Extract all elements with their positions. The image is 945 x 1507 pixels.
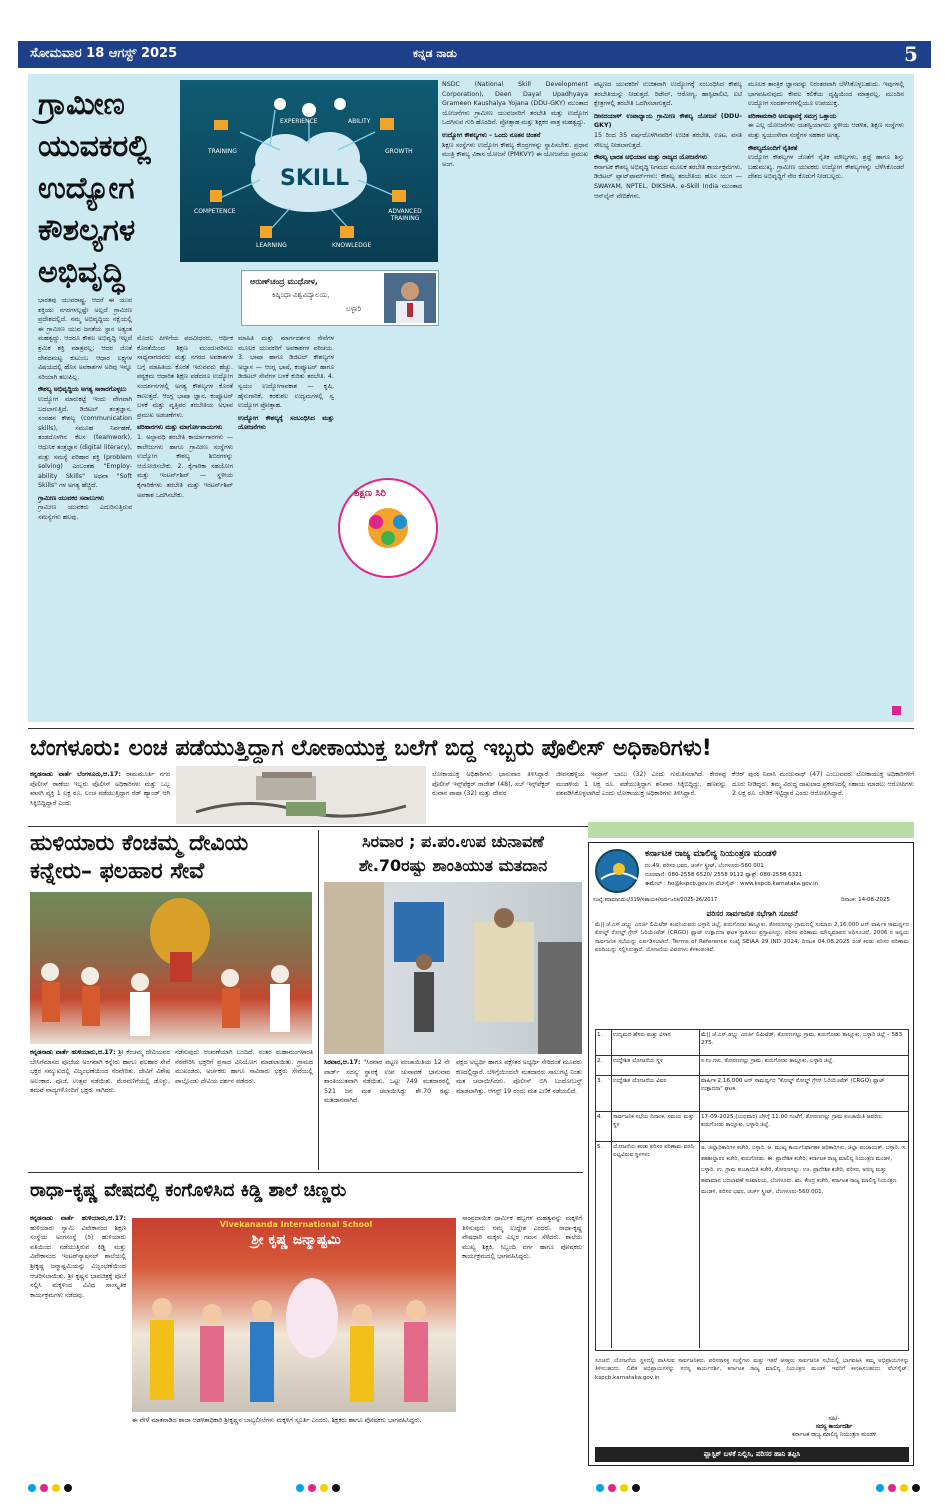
subheading: ಕೌಶಲ್ಯದೊಂದಿಗೆ ನೈತಿಕತೆ: [748, 144, 798, 152]
notice-table: [595, 1029, 909, 1351]
huliyaru-col2: ನಡೆಸುವುದು ಆಚರಣೆಯಾಗಿ ಬಂದಿದೆ. ನಂತರ ಮಹಾಮಂಗಳಾರತಿ ನೆರವೇರಿಸಿ ಭಕ್ತರಿಗೆ ಪ್ರಸಾದ ವಿನಿಯೋಗ ಮಾಡಲಾಯಿತು. ಗ್ರಾಮದ ಮುಖಂಡರು, ಅರ್ಚಕರು ಹಾಗೂ ಸಾವಿರಾರು ಭಕ್ತರು ಸೇವೆಯಲ್ಲಿ ಪಾಲ್ಗೊಂಡು ದೇವಿಯ ದರ್ಶನ ಪಡೆದರು.: [175, 1049, 313, 1085]
paragraph: ಮೂಲಕ ತಾಂತ್ರಿಕ ಜ್ಞಾನವನ್ನು ನಿರಂತರವಾಗಿ ಬೆಳೆಸಿಕೊಳ್ಳಬಹುದು. ಇವುಗಳಲ್ಲಿ ಭಾಗವಹಿಸುವುದು ಕೇವಲ ಕಲಿಕೆಯ ದೃಷ್ಟಿಯಿಂದ ಮಾತ್ರವಲ್ಲ, ಮುಂದಿನ ಉದ್ಯೋಗ ಸಂದರ್ಶನಗಳಲ್ಲಿಯೂ ಉಪಯುಕ್ತ.: [748, 81, 904, 108]
feature-col2: [137, 334, 233, 716]
end-marker: [892, 706, 901, 715]
polling-booth-photo: [324, 882, 582, 1054]
paragraph: ಶ್ರೀ ಕೆಂಚಮ್ಮ ದೇವಿಯವರ ಬೇಸಿಗೆಮಾಸದ ಪೂಜೆಯ ಅಂಗವಾಗಿ ಕನ್ನೇರು ಹಾಗೂ ಫಲಹಾರ ಸೇವೆ ಭಕ್ತರ ಸಮ್ಮುಖದಲ್ಲಿ ವಿಜೃಂಭಣೆಯಿಂದ ನೆರವೇರಿತು. ದೇವಿಗೆ ವಿಶೇಷ ಅಲಂಕಾರ, ಪೂಜೆ, ಉತ್ಸವ ನಡೆಯಿತು. ಮೆರವಣಿಗೆಯಲ್ಲಿ ಡೊಳ್ಳು, ತಮಟೆ ವಾದ್ಯಗಳೊಂದಿಗೆ ಭಕ್ತರು ಸಾಗಿದರು.: [30, 1049, 170, 1095]
notice-phone: ದೂರವಾಣಿ: 080-2558 6520/ 2558 9112 ಫ್ಯಾಕ್ಸ್: 080-2558 6321: [645, 872, 803, 878]
temple-festival-photo: [30, 892, 312, 1044]
radha-headline: ರಾಧಾ–ಕೃಷ್ಣ ವೇಷದಲ್ಲಿ ಕಂಗೊಳಿಸಿದ ಕಿಡ್ಡಿ ಶಾಲೆ ಚಿಣ್ಣರು: [30, 1180, 347, 1201]
feature-headline-line: ಅಭಿವೃದ್ಧಿ: [38, 255, 125, 290]
subheading: ಕೌಶಲ್ಯ ಅಭಿವೃದ್ಧಿಯ ಅಗತ್ಯ ಸಾಕಾರಗೊಳ್ಳಲು: [38, 386, 127, 394]
public-notice: [588, 842, 914, 1466]
skill-label: TRAINING: [208, 148, 237, 155]
lokayukta-col3: ಜೀವನಹಳ್ಳಿಯ ಇಮ್ರಾನ್ ಬಾಬು (32) ಎಂದು ಗುರುತಿಸಲಾಗಿದೆ. ಕೇರಳಪ್ಪ ಮಂಡಳಿಯ 1 ಲಕ್ಷ ರೂ. ಪಡೆಯುತ್ತಿದ್ದಾಗ ಶನಿವಾರ ಸಿಕ್ಕಿಬಿದ್ದಿದ್ದು, ಹಣವನ್ನು ವಶಪಡಿಸಿಕೊಳ್ಳಲಾಗಿದೆ ಎಂದು ಲೋಕಾಯುಕ್ತ ಅಧಿಕಾರಿಗಳು ತಿಳಿಸಿದ್ದಾರೆ.: [556, 771, 726, 798]
notice-address: ನಂ.49, ಪರಿಸರ ಭವನ, ಚರ್ಚ್ ಸ್ಟ್ರೀಟ್, ಬೆಂಗಳೂರು-560 001: [645, 863, 764, 869]
lokayukta-col4: ಕೆಆರ್ ಪುರಂ ನಿವಾಸಿ ಮಂಜುನಾಥ್ (47) ಎಂಬುವವರು ಲೋಕಾಯುಕ್ತ ಅಧಿಕಾರಿಗಳಿಗೆ ದೂರು ನೀಡಿದ್ದರು. ತಮ್ಮ ವಿರುದ್ಧ ದಾಖಲಾದ ಪ್ರಕರಣದಲ್ಲಿ ಸಹಾಯ ಮಾಡಲು ಆರೋಪಿಗಳು 2 ಲಕ್ಷ ರೂ. ಬೇಡಿಕೆ ಇಟ್ಟಿದ್ದಾರೆ ಎಂದು ಆರೋಪಿಸಿದ್ದಾರೆ.: [732, 771, 914, 798]
author-photo: [384, 273, 436, 323]
table-cell-no: 3.: [596, 1076, 612, 1111]
signature-line: ಸದಸ್ಯ ಕಾರ್ಯದರ್ಶಿ: [815, 1424, 853, 1430]
skill-label: GROWTH: [385, 148, 413, 155]
divider: [28, 1172, 583, 1173]
paragraph: ಉದ್ಯೋಗ ಮಾರುಕಟ್ಟೆ ಇಂದು ವೇಗವಾಗಿ ಬದಲಾಗುತ್ತಿದೆ. ಡಿಜಿಟಲ್ ತಂತ್ರಜ್ಞಾನ, ಸಂವಹನ ಕೌಶಲ್ಯ (communication skills), ಸಮೂಹ ನಿರ್ವಹಣೆ, ತಂಡದೊಳಗಿನ ಕೆಲಸ (teamwork), ಆಧುನಿಕ ತಂತ್ರಜ್ಞಾನ (digital literacy), ಮತ್ತು ಸಮಸ್ಯೆ ಪರಿಹಾರ ಶಕ್ತಿ (problem solving) ಎಂಬಂತಹ "Employ-ability Skills" ಅಥವಾ "Soft Skills" ಗಳ ಅಗತ್ಯ ಹೆಚ್ಚಿದೆ.: [38, 395, 132, 490]
table-cell-value: 17-09-2025 (ಬುಧವಾರ) ಬೆಳಿಗ್ಗೆ 11:00 ಗಂಟೆಗೆ, ತೋರಣಗಲ್ಲು ಗ್ರಾಮ ಪಂಚಾಯಿತಿ ಆವರಣ, ಕುರುಗೋಡು ತಾಲ್ಲೂಕು, ಬಳ್ಳಾರಿ ಜಿಲ್ಲೆ.: [701, 1114, 883, 1129]
bribe-illustration: [176, 766, 426, 824]
notice-date: ದಿನಾಂಕ: 14-08-2025: [841, 897, 891, 903]
masthead: [18, 41, 931, 68]
dateline: ಕನ್ನಡನಾಡು ವಾರ್ತೆ ಹುಳಿಯಾರು,ಆ.17:: [30, 1215, 126, 1222]
sirivara-col1: [324, 1058, 450, 1168]
table-cell-label: ಉದ್ಯಮದ ಹೆಸರು ಮತ್ತು ವಿಳಾಸ: [612, 1030, 700, 1055]
paragraph: NSDC (National Skill Development Corporation), Deen Dayal Upadhyaya Grameen Kaushalya Yojana (DDU-GKY) ಮುಂತಾದ ಯೋಜನೆಗಳು ಗ್ರಾಮೀಣ ಯುವಜನರಿಗೆ ತರಬೇತಿ ಮತ್ತು ಉದ್ಯೋಗ ಒದಗಿಸುವ ಗುರಿ ಹೊಂದಿವೆ. ಪ್ರೋತ್ಸಾಹ ಮತ್ತು ಶಿಕ್ಷಕರ ಪಾತ್ರ ಮಹತ್ವದ್ದು.: [442, 81, 588, 127]
school-banner-title: ಶ್ರೀ ಕೃಷ್ಣ ಜನ್ಮಾಷ್ಟಮಿ: [251, 1232, 341, 1248]
paragraph: ಶಿಕ್ಷಣ ಸಂಸ್ಥೆಗಳು ಉದ್ಯೋಗ ಕೌಶಲ್ಯ ಕೇಂದ್ರಗಳನ್ನು ಸ್ಥಾಪಿಸಬೇಕು. ಪ್ರಧಾನ ಮಂತ್ರಿ ಕೌಶಲ್ಯ ವಿಕಾಸ ಯೋಜನೆ (PMKVY) ಈ ಯೋಜನೆಯ ಪ್ರಮುಖ ಅಂಗ.: [442, 141, 588, 168]
feature-col3: [238, 334, 334, 716]
subheading: ಉದ್ಯೋಗ ಕೌಶಲ್ಯಗಳು – ಒಂದು ನೂತನ ಚಿಂತನೆ: [442, 131, 541, 139]
skill-label: LEARNING: [256, 242, 287, 249]
subheading: ಪರಿಹಾರಗಳು ಮತ್ತು ಮಾರ್ಗೋಪಾಯಗಳು: [137, 424, 223, 432]
registration-marks: [0, 1478, 945, 1498]
paragraph: ಹುಳಿಯಾರು ಸ್ವಾಮಿ ವಿವೇಕಾನಂದ ಶಿಕ್ಷಣ ಸಂಸ್ಥೆಯ ಅಂಗಸಂಸ್ಥೆ (ರಿ) ಹುಳಿಯಾರು ವತಿಯಿಂದ ನಡೆಯುತ್ತಿರುವ ಕಿಡ್ಡಿ ಮತ್ತು ವಿವೇಕಾನಂದ ಇಂಟರ್‌ನ್ಯಾಷನಲ್ ಶಾಲೆಯಲ್ಲಿ ಶ್ರೀಕೃಷ್ಣ ಜನ್ಮಾಷ್ಟಮಿಯನ್ನು ವಿಜೃಂಭಣೆಯಿಂದ ಆಚರಿಸಲಾಯಿತು. ಶ್ರೀ ಕೃಷ್ಣನ ಭಾವಚಿತ್ರಕ್ಕೆ ಪೂಜೆ ಸಲ್ಲಿಸಿ ಮಕ್ಕಳಿಂದ ವಿವಿಧ ಸಾಂಸ್ಕೃತಿಕ ಕಾರ್ಯಕ್ರಮಗಳು ನಡೆದವು.: [30, 1224, 126, 1299]
notice-ref: ಸಂಖ್ಯೆ:ಕರಾಮಾನಿಮಂ/319/ಸಹಾಯಕ/ಸಾರ್ವಜನಿಕ/2025-26/2017: [593, 897, 718, 903]
signature-line: ಕರ್ನಾಟಕ ರಾಜ್ಯ ಮಾಲಿನ್ಯ ನಿಯಂತ್ರಣ ಮಂಡಳಿ: [791, 1432, 877, 1438]
paragraph: ಮಾಹಿತಿ ಮತ್ತು ಮಾರ್ಗದರ್ಶನ ಸೇವೆಗಳ ಮೂಲಕ ಯುವಕರಿಗೆ ಅವಕಾಶಗಳ ಪರಿಚಯ. 3. ಭಾಷಾ ಹಾಗೂ ಡಿಜಿಟಲ್ ಕೌಶಲ್ಯಗಳ ಅಭ್ಯಾಸ — ಆಂಗ್ಲ ಭಾಷೆ, ಕಂಪ್ಯೂಟರ್ ಹಾಗೂ ಡಿಜಿಟಲ್ ಸೇವೆಗಳ ಬಳಕೆ ಕುರಿತು ತರಬೇತಿ. 4. ಸ್ವಯಂ ಉದ್ಯೋಗಾವಕಾಶ — ಕೃಷಿ, ಹೈನುಗಾರಿಕೆ, ಕರಕುಶಲ ಉದ್ಯಮಗಳಲ್ಲಿ ಸ್ವ ಉದ್ಯೋಗ ಪ್ರೋತ್ಸಾಹ.: [238, 335, 334, 410]
byline-box: [241, 270, 439, 326]
dateline: ಸಿರವಾರ,ಆ.17:: [324, 1059, 361, 1066]
paragraph: ಈ ಎಲ್ಲ ಯೋಜನೆಗಳು ಯಶಸ್ವಿಯಾಗಲು ಸ್ಥಳೀಯ ಆಡಳಿತ, ಶಿಕ್ಷಣ ಸಂಸ್ಥೆಗಳು ಮತ್ತು ಸ್ವಯಂಸೇವಾ ಸಂಸ್ಥೆಗಳ ಸಹಕಾರ ಅಗತ್ಯ.: [748, 122, 904, 139]
paragraph: ಪಟ್ಟಣದ ಯುವಕರಿಗೆ ಉಚಿತವಾಗಿ ಉದ್ಯೋಗಕ್ಕೆ ಸಂಬಂಧಿಸಿದ ಕೌಶಲ್ಯ ತರಬೇತಿಯನ್ನು ನೀಡುತ್ತದೆ. ರಿಟೇಲ್, ಆರೋಗ್ಯ, ಹಾಸ್ಪಿಟಾಲಿಟಿ, ಐಟಿ ಕ್ಷೇತ್ರಗಳಲ್ಲಿ ತರಬೇತಿ ಒದಗಿಸಲಾಗುತ್ತದೆ.: [594, 81, 742, 108]
table-row: [596, 1056, 908, 1076]
table-row: [596, 1076, 908, 1112]
table-cell-no: 4.: [596, 1112, 612, 1141]
skill-label: KNOWLEDGE: [332, 242, 372, 249]
school-banner-name: Vivekananda International School: [219, 1220, 373, 1229]
headline-line: ಹುಳಿಯಾರು ಕೆಂಚಮ್ಮ ದೇವಿಯ: [30, 831, 249, 856]
notice-web: ಈಮೇಲ್ : ho@kspcb.gov.in ವೆಬ್‌ಸೈಟ್ : www.kspcb.karnataka.gov.in: [645, 881, 819, 887]
lokayukta-col2: ಲೋಕಾಯುಕ್ತ ಅಧಿಕಾರಿಗಳು ಭಾನುವಾರ ತಿಳಿಸಿದ್ದಾರೆ. ಪೊಲೀಸ್ ಇನ್ಸ್‌ಪೆಕ್ಟರ್ ರಾಜೇಶ್ (48), ಸಬ್ ಇನ್ಸ್‌ಪೆಕ್ಟರ್ ರುವಾನ ಪಾಷಾ (32) ಮತ್ತು ದೇವರ: [432, 771, 550, 798]
notice-footer-note: ಸೂಚನೆ: ಯೋಜನೆಯ ಸ್ಥಳದಲ್ಲಿ ವಾಸಿಸುವ ಸಾರ್ವಜನಿಕರು, ಪರಿಸರಾಸಕ್ತ ಸಂಸ್ಥೆಗಳು ಮತ್ತು ಇತರೆ ಆಸಕ್ತರು ಸಾರ್ವಜನಿಕ ಸಭೆಯಲ್ಲಿ ಭಾಗವಹಿಸಿ ತಮ್ಮ ಅಭಿಪ್ರಾಯಗಳನ್ನು ತಿಳಿಸಬಹುದು. ಲಿಖಿತ ಅಭಿಪ್ರಾಯಗಳನ್ನು ಸದಸ್ಯ ಕಾರ್ಯದರ್ಶಿ, ಕರ್ನಾಟಕ ರಾಜ್ಯ ಮಾಲಿನ್ಯ ನಿಯಂತ್ರಣ ಮಂಡಳಿ ಇವರಿಗೆ ಕಳುಹಿಸಬಹುದು. ವೆಬ್‌ಸೈಟ್: kspcb.karnataka.gov.in: [595, 1358, 909, 1381]
feature-col5: [594, 80, 742, 716]
dateline: ಕನ್ನಡನಾಡು ವಾರ್ತೆ ಬೆಂಗಳೂರು,ಆ.17:: [30, 771, 121, 778]
lokayukta-col1: [30, 770, 170, 822]
table-cell-value: ವಾರ್ಷಿಕ 2,16,000 ಟನ್ ಸಾಮರ್ಥ್ಯದ "ಕೋಲ್ಡ್ ರೋಲ್ಡ್ ಗ್ರೇನ್ ಓರಿಯೆಂಟೆಡ್ (CRGO) ಫ್ಲಾಟ್ ಉತ್ಪಾದನಾ" ಘಟಕ.: [701, 1078, 885, 1093]
page-number: 5: [904, 42, 918, 66]
table-row: [596, 1030, 908, 1056]
huliyaru-col1: [30, 1048, 170, 1168]
vertical-rule: [318, 830, 319, 1170]
byline-affiliation: ಕಿಷ್ಕಿಂಧಾ ವಿಶ್ವವಿದ್ಯಾಲಯ,: [272, 291, 330, 299]
paragraph: ಗ್ರಾಮೀಣ ಯುವಕರು ಎದುರಿಸುತ್ತಿರುವ ಸಮಸ್ಯೆಗಳು ಹಲವು.: [38, 504, 132, 522]
dateline: ಕನ್ನಡನಾಡು ವಾರ್ತೆ ಹುಳಿಯಾರು,ಆ.17:: [30, 1049, 116, 1056]
feature-headline-line: ಗ್ರಾಮೀಣ: [38, 87, 125, 122]
table-cell-label: ಉದ್ದೇಶಿತ ಯೋಜನೆಯ ಸ್ಥಳ: [612, 1056, 700, 1075]
signature-line: ಸಹಿ/-: [828, 1416, 840, 1422]
lokayukta-headline: ಬೆಂಗಳೂರು: ಲಂಚ ಪಡೆಯುತ್ತಿದ್ದಾಗ ಲೋಕಾಯುಕ್ತ ಬಲೆಗೆ ಬಿದ್ದ ಇಬ್ಬರು ಪೊಲೀಸ್ ಅಧಿಕಾರಿಗಳು!: [30, 736, 712, 761]
notice-banner: ಪ್ಲಾಸ್ಟಿಕ್ ಬಳಕೆ ನಿಲ್ಲಿಸಿ, ಪರಿಸರ ಹಾನಿ ತಪ್ಪಿಸಿ: [595, 1447, 909, 1462]
feature-col6: [748, 80, 904, 710]
subheading: ಕೌಶಲ್ಯ ಭಾರತ ಅಭಿಯಾನ ಮತ್ತು ರಾಜ್ಯದ ಯೋಜನೆಗಳು: [594, 154, 707, 162]
radha-photo-caption: ಈ ವೇಳೆ ಮಾತನಾಡಿದ ಶಾಲಾ ಆಡಳಿತಾಧಿಕಾರಿ ಶ್ರೀಕೃಷ್ಣನ ಬಾಲ್ಯಲೀಲೆಗಳು ಮಕ್ಕಳಿಗೆ ಸ್ಫೂರ್ತಿ ಎಂದರು. ಶಿಕ್ಷಕರು ಹಾಗೂ ಪೋಷಕರು ಭಾಗವಹಿಸಿದ್ದರು.: [132, 1417, 422, 1424]
paragraph: 15 ರಿಂದ 35 ವರ್ಷದೊಳಗಿನವರಿಗೆ ಉಚಿತ ತರಬೇತಿ, ಊಟ, ವಸತಿ ಸೌಲಭ್ಯ ನೀಡಲಾಗುತ್ತದೆ.: [594, 131, 742, 149]
shikshana-siri-logo: [338, 478, 438, 578]
notice-signature: [759, 1415, 909, 1439]
radha-col3: ಸಾಂಪ್ರದಾಯಿಕ ಧಾರ್ಮಿಕ ಹಬ್ಬಗಳ ಮಹತ್ವವನ್ನು ಮಕ್ಕಳಿಗೆ ತಿಳಿಸುವುದು ನಮ್ಮ ಉದ್ದೇಶ ಎಂದರು. ರಾಧಾ-ಕೃಷ್ಣ ವೇಷಧಾರಿ ಮಕ್ಕಳು ಎಲ್ಲರ ಗಮನ ಸೆಳೆದರು. ಶಾಲೆಯ ಮುಖ್ಯ ಶಿಕ್ಷಕಿ, ಸಿಬ್ಬಂದಿ ವರ್ಗ ಹಾಗೂ ಪೋಷಕರು ಕಾರ್ಯಕ್ರಮದಲ್ಲಿ ಭಾಗವಹಿಸಿದ್ದರು.: [462, 1215, 582, 1261]
paragraph: ಮೊದಲ ಪೀಳಿಗೆಯ ಪದವೀಧರರು, ಆರ್ಥಿಕ ಕೊರತೆಯಿಂದ ಶಿಕ್ಷಣ ಮುಂದುವರಿಸಲು ಸಾಧ್ಯವಾಗದವರು ಮತ್ತು ನಗರದ ಅವಕಾಶಗಳ ಬಗ್ಗೆ ಮಾಹಿತಿಯ ಕೊರತೆ ಇರುವವರು ಹೆಚ್ಚು. ಪಠ್ಯಕ್ರಮ ಆಧಾರಿತ ಶಿಕ್ಷಣ ಪಡೆದರೂ ಉದ್ಯೋಗ ಸಂದರ್ಶನಗಳಲ್ಲಿ ಅಗತ್ಯ ಕೌಶಲ್ಯಗಳ ಕೊರತೆ ಕಾಣುತ್ತದೆ. ಆಂಗ್ಲ ಭಾಷಾ ಜ್ಞಾನ, ಕಂಪ್ಯೂಟರ್ ಬಳಕೆ ಮತ್ತು ವೃತ್ತಿಪರ ತರಬೇತಿಯ ಅಭಾವ ಪ್ರಮುಖ ಅಡಚಣೆಗಳು.: [137, 335, 233, 419]
feature-col1: [38, 296, 132, 716]
byline-place: ಬಳ್ಳಾರಿ: [346, 305, 362, 313]
table-cell-no: 2.: [596, 1056, 612, 1075]
skill-label: COMPETENCE: [194, 208, 236, 215]
skill-label: ABILITY: [348, 118, 371, 125]
headline-line: ಕನ್ನೇರು– ಫಲಹಾರ ಸೇವೆ: [30, 859, 205, 884]
feature-col4: [442, 80, 588, 716]
paragraph: ಭಾರತವು ಯುವರಾಷ್ಟ್ರ. ಆದರೆ ಈ ಯುವ ಶಕ್ತಿಯು ನಗರಗಳಲ್ಲಷ್ಟೇ ಅಲ್ಲದೆ ಗ್ರಾಮೀಣ ಪ್ರದೇಶದಲ್ಲಿದೆ. ನಮ್ಮ ಅಭಿವೃದ್ಧಿಯ ನಕ್ಷೆಯಲ್ಲಿ ಈ ಗ್ರಾಮೀಣ ಯುವ ಜನತೆಯ ಸ್ಥಾನ ಅತ್ಯಂತ ಮಹತ್ವದ್ದು. ಆದರೂ ಕೌಶಲ ಅಭಿವೃದ್ಧಿ ಇಲ್ಲದೆ ಶ್ರಮಿಕ ಶಕ್ತಿ ಮಾತ್ರವಲ್ಲ; ಆದರ ಜೊತೆ ದೇಶದಮಟ್ಟ ಕುಟುಂಬ ಆಧಾರ ಲಕ್ಷ್ಯಗಳ ವಿಷಯದಲ್ಲಿ ಹೊಸ ಅವಕಾಶಗಳ ಅರಿವು ಇನ್ನೂ ಸರಿಯಾಗಿ ತಲುಪಿಲ್ಲ.: [38, 297, 132, 381]
headline-line: ಶೇ.70ರಷ್ಟು ಶಾಂತಿಯುತ ಮತದಾನ: [358, 856, 548, 875]
table-cell-no: 1.: [596, 1030, 612, 1055]
subheading: ಗ್ರಾಮೀಣ ಯುವಕರ ಸವಾಲುಗಳು: [38, 494, 105, 502]
notice-org: ಕರ್ನಾಟಕ ರಾಜ್ಯ ಮಾಲಿನ್ಯ ನಿಯಂತ್ರಣ ಮಂಡಳಿ: [645, 849, 777, 859]
table-row: [596, 1112, 908, 1142]
paragraph: "ಸಿರವಾರ ಪಟ್ಟಣ ಪಂಚಾಯಿತಿಯ 12 ನೇ ವಾರ್ಡ್ ಸದಸ್ಯ ಸ್ಥಾನಕ್ಕೆ ಉಪ ಚುನಾವಣೆ ಭಾನುವಾರ ಶಾಂತಿಯುತವಾಗಿ ನಡೆಯಿತು. ಒಟ್ಟು 749 ಮತದಾರರಲ್ಲಿ 521 ಜನ ಮತ ಚಲಾಯಿಸಿದ್ದು ಶೇ.70 ರಷ್ಟು ಮತದಾನವಾಗಿದೆ.: [324, 1059, 450, 1105]
headline-line: ಸಿರವಾರ ; ಪ.ಪಂ.ಉಪ ಚುನಾವಣೆ: [362, 832, 544, 851]
notice-green-bar: [588, 822, 914, 838]
paragraph: ಕರ್ನಾಟಕ ಕೌಶಲ್ಯ ಅಭಿವೃದ್ಧಿ ನಿಗಮದ ಮೂಲಕ ತರಬೇತಿ ಕಾರ್ಯಕ್ರಮಗಳು. ಡಿಜಿಟಲ್ ಪ್ಲಾಟ್‌ಫಾರ್ಮ್‌ಗಳು: ಕೌಶಲ್ಯ ತರಬೇತಿಯ ಹೊಸ ಯುಗ — SWAYAM, NPTEL, DIKSHA, e-Skill India ಮುಂತಾದ ಆನ್‌ಲೈನ್ ವೇದಿಕೆಗಳು.: [594, 163, 742, 200]
byline-name: ಅರುಣ್‌ಚಂದ್ರ ಮುಧೋಳ,: [250, 277, 318, 286]
subheading: ದೀನದಯಾಳ್ ಉಪಾಧ್ಯಾಯ ಗ್ರಾಮೀಣ ಕೌಶಲ್ಯ ಯೋಜನೆ (DDU-GKY): [594, 112, 742, 130]
table-row: [596, 1142, 908, 1348]
table-cell-label: ಉದ್ದೇಶಿತ ಯೋಜನೆಯ ವಿವರ: [612, 1076, 700, 1111]
subheading: ಪರಿಣಾಮಕಾರಿ ಅನುಷ್ಠಾನಕ್ಕೆ ಸಮಗ್ರ ಒತ್ತಾಯ: [748, 112, 837, 120]
sirivara-headline: [324, 830, 582, 878]
paragraph: ಉದ್ಯೋಗ ಕೌಶಲ್ಯಗಳ ಜೊತೆಗೆ ನೈತಿಕ ಮೌಲ್ಯಗಳು, ಶ್ರದ್ಧೆ ಹಾಗೂ ಶಿಸ್ತು ಬಹುಮುಖ್ಯ. ಗ್ರಾಮೀಣ ಯುವಕರು ಉದ್ಯೋಗ ಕೌಶಲ್ಯಗಳನ್ನು ಬೆಳೆಸಿಕೊಂಡರೆ ದೇಶದ ಅಭಿವೃದ್ಧಿಗೆ ನೇರ ಕೊಡುಗೆ ನೀಡಬಲ್ಲರು.: [748, 154, 904, 181]
table-cell-label: ಸಾರ್ವಜನಿಕ ಸಭೆಯ ದಿನಾಂಕ, ಸಮಯ ಮತ್ತು ಸ್ಥಳ: [612, 1112, 700, 1141]
skill-label: EXPERIENCE: [280, 118, 318, 125]
skill-graphic: [180, 80, 438, 262]
notice-intro: ಮೆ|| ಜೆ.ಎಸ್.ಡಬ್ಲ್ಯು ಎನರ್ಜಿ ಲಿಮಿಟೆಡ್ ಕಂಪನಿಯವರು ಬಳ್ಳಾರಿ ಜಿಲ್ಲೆ, ಕುರುಗೋಡು ತಾಲ್ಲೂಕು, ತೋರಣಗಲ್ಲು ಗ್ರಾಮದಲ್ಲಿ ಸುಮಾರು 2,16,000 ಟನ್ ವಾರ್ಷಿಕ ಸಾಮರ್ಥ್ಯದ ಕೋಲ್ಡ್ ರೋಲ್ಡ್ ಗ್ರೇನ್ ಓರಿಯೆಂಟೆಡ್ (CRGO) ಫ್ಲಾಟ್ ಉತ್ಪಾದನಾ ಘಟಕ ಸ್ಥಾಪಿಸಲು ಪ್ರಸ್ತಾಪಿಸಿದ್ದು, ಪರಿಸರ ಪರಿಣಾಮ ಮೌಲ್ಯಮಾಪನ ಅಧಿಸೂಚನೆ, 2006 ರ ಅನ್ವಯ ಸಾರ್ವಜನಿಕ ಸಭೆಯನ್ನು ಏರ್ಪಡಿಸಲಾಗಿದೆ. Terms of Reference ಸಂಖ್ಯೆ SEIAA 29 IND 2024, ದಿನಾಂಕ 04.08.2025 ರಂತೆ ಕರಡು ಪರಿಸರ ಪರಿಣಾಮ ವರದಿಯನ್ನು ಸಲ್ಲಿಸಿರುತ್ತಾರೆ. ಯೋಜನೆಯ ವಿವರಗಳು ಕೆಳಕಂಡಂತಿವೆ.: [595, 922, 909, 954]
feature-article: [28, 74, 914, 722]
skill-label: ADVANCED TRAINING: [388, 208, 422, 222]
sirivara-col2: ಪಕ್ಷದ ಅಭ್ಯರ್ಥಿ ಹಾಗೂ ಪಕ್ಷೇತರ ಅಭ್ಯರ್ಥಿ ಸೇರಿದಂತೆ ಮೂವರು ಕಣದಲ್ಲಿದ್ದಾರೆ. ಬೆಳಿಗ್ಗೆಯಿಂದಲೇ ಮತದಾರರು ಸಾಲುಗಟ್ಟಿ ನಿಂತು ಮತ ಚಲಾಯಿಸಿದರು. ಪೊಲೀಸ್ ಬಿಗಿ ಬಂದೋಬಸ್ತ್ ಮಾಡಲಾಗಿತ್ತು. ಆಗಸ್ಟ್ 19 ರಂದು ಮತ ಎಣಿಕೆ ನಡೆಯಲಿದೆ.: [456, 1059, 582, 1095]
kspcb-logo: [595, 849, 639, 893]
masthead-paper: ಕನ್ನಡ ನಾಡು: [413, 47, 457, 60]
table-cell-value: ಮೆ|| ಜೆ.ಎಸ್.ಡಬ್ಲ್ಯು ಎನರ್ಜಿ ಲಿಮಿಟೆಡ್, ತೋರಣಗಲ್ಲು ಗ್ರಾಮ, ಕುರುಗೋಡು ತಾಲ್ಲೂಕು, ಬಳ್ಳಾರಿ ಜಿಲ್ಲೆ – 583 275.: [701, 1032, 903, 1047]
subheading: ಉದ್ಯೋಗ ಕೌಶಲ್ಯಕ್ಕೆ ಸಂಬಂಧಿಸಿದ ಮತ್ತು ಯೋಜನೆಗಳು: [238, 414, 334, 432]
radha-col1: [30, 1214, 126, 1464]
table-cell-value: ಸ.ನಂ.ಗಳು, ತೋರಣಗಲ್ಲು ಗ್ರಾಮ, ಕುರುಗೋಡು ತಾಲ್ಲೂಕು, ಬಳ್ಳಾರಿ ಜಿಲ್ಲೆ.: [701, 1058, 834, 1064]
notice-title: ಪರಿಸರ ಸಾರ್ವಜನಿಕ ಸಭೆಗಾಗಿ ಸೂಚನೆ: [706, 909, 798, 918]
masthead-date: ಸೋಮವಾರ 18 ಆಗಸ್ಟ್ 2025: [30, 46, 178, 61]
huliyaru-headline: [30, 830, 310, 886]
krishna-janmashtami-photo: [132, 1218, 456, 1412]
feature-headline-line: ಯುವಕರಲ್ಲಿ: [38, 129, 151, 164]
table-cell-label: ಯೋಜನೆಯ ಕರಡು ಪರಿಸರ ಪರಿಣಾಮ ವರದಿ ಲಭ್ಯವಿರುವ ಸ್ಥಳಗಳು: [612, 1142, 700, 1348]
feature-headline-line: ಉದ್ಯೋಗ: [38, 171, 135, 206]
table-cell-no: 5.: [596, 1142, 612, 1348]
feature-headline: [38, 84, 188, 294]
skill-center-label: SKILL: [280, 166, 350, 191]
table-cell-value: ಅ. ಜಿಲ್ಲಾಧಿಕಾರಿಗಳ ಕಚೇರಿ, ಬಳ್ಳಾರಿ. ಆ. ಮುಖ್ಯ ಕಾರ್ಯನಿರ್ವಾಹಕ ಅಧಿಕಾರಿಗಳು, ಜಿಲ್ಲಾ ಪಂಚಾಯತ್, ಬಳ್ಳಾರಿ. ಇ. ತಹಶೀಲ್ದಾರರ ಕಚೇರಿ, ಕುರುಗೋಡು. ಈ. ಪ್ರಾದೇಶಿಕ ಕಚೇರಿ, ಕರ್ನಾಟಕ ರಾಜ್ಯ ಮಾಲಿನ್ಯ ನಿಯಂತ್ರಣ ಮಂಡಳಿ, ಬಳ್ಳಾರಿ. ಉ. ಗ್ರಾಮ ಪಂಚಾಯಿತಿ ಕಚೇರಿ, ತೋರಣಗಲ್ಲು. ಊ. ಪ್ರಾದೇಶಿಕ ಕಚೇರಿ, ಪರಿಸರ, ಅರಣ್ಯ ಮತ್ತು ಹವಾಮಾನ ಬದಲಾವಣೆ ಸಚಿವಾಲಯ, ಬೆಂಗಳೂರು. ಋ. ಕೇಂದ್ರ ಕಚೇರಿ, ಕರ್ನಾಟಕ ರಾಜ್ಯ ಮಾಲಿನ್ಯ ನಿಯಂತ್ರಣ ಮಂಡಳಿ, ಪರಿಸರ ಭವನ, ಚರ್ಚ್ ಸ್ಟ್ರೀಟ್, ಬೆಂಗಳೂರು-560 001.: [701, 1145, 907, 1195]
logo-text: ಶಿಕ್ಷಣ ಸಿರಿ: [354, 488, 387, 499]
paragraph: 1. ಅಲ್ಪಾವಧಿ ತರಬೇತಿ ಕಾರ್ಯಾಗಾರಗಳು — ಕಾಲೇಜುಗಳು ಹಾಗೂ ಗ್ರಾಮೀಣ ಸಂಸ್ಥೆಗಳು ಉದ್ಯೋಗ ಕೌಶಲ್ಯ ಶಿಬಿರಗಳನ್ನು ಆಯೋಜಿಸಬೇಕು. 2. ಕೈಗಾರಿಕಾ ಸಹಯೋಗ ಮತ್ತು ಇಂಟರ್ನ್‌ಶಿಪ್ — ಸ್ಥಳೀಯ ಕೈಗಾರಿಕೆಗಳು ತರಬೇತಿ ಮತ್ತು ಇಂಟರ್ನ್‌ಶಿಪ್ ಅವಕಾಶ ಒದಗಿಸಬೇಕು.: [137, 433, 233, 499]
divider: [28, 728, 914, 729]
paragraph: ರಾಮಮೂರ್ತಿ ನಗರ ಪೊಲೀಸ್ ಠಾಣೆಯ ಇಬ್ಬರು ಪೊಲೀಸ್ ಅಧಿಕಾರಿಗಳು ಮತ್ತು ಒಬ್ಬ ಖಾಸಗಿ ವ್ಯಕ್ತಿ 1 ಲಕ್ಷ ರೂ. ಲಂಚ ಪಡೆಯುತ್ತಿದ್ದಾಗ ರೆಡ್ ಹ್ಯಾಂಡ್ ಆಗಿ ಸಿಕ್ಕಿಬಿದ್ದಿದ್ದಾರೆ ಎಂದು: [30, 771, 170, 807]
feature-headline-line: ಕೌಶಲ್ಯಗಳ: [38, 213, 136, 248]
